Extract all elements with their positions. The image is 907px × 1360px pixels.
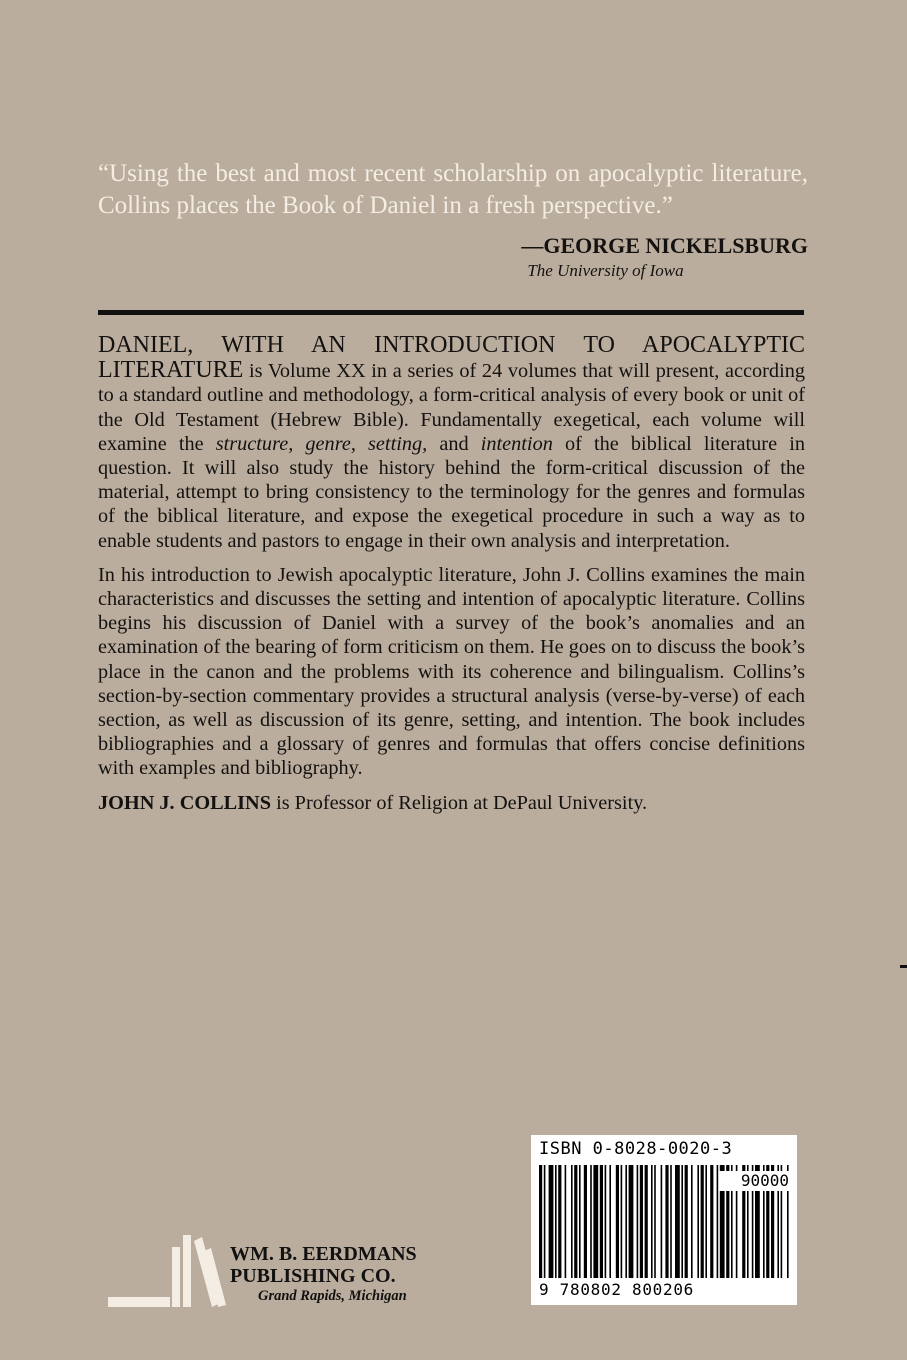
- price-code: 90000: [719, 1171, 789, 1191]
- book-title: DANIEL, WITH AN INTRODUCTION TO APOCALYPTIC LITERATURE: [98, 332, 805, 384]
- description-paragraph-1: DANIEL, WITH AN INTRODUCTION TO APOCALYPTIC LITERATURE is Volume XX in a series of 24 volumes that will present, according to a standard outline and methodology, a form-critical analysis of every book or unit of the Old Testament (Hebrew Bible). Fundamentally exegetical, each volume will examine the structure, genre, setting, and intention of the biblical literature in question. It will also study the history behind the form-critical discussion of the material, attempt to bring consistency to the terminology for the genres and formulas of the biblical literature, and expose the exegetical procedure in such a way as to enable students and pastors to engage in their own analysis and interpretation.: [98, 332, 805, 552]
- description-paragraph-2: In his introduction to Jewish apocalyptic literature, John J. Collins examines the main characteristics and discusses the setting and intention of apocalyptic literature. Collins begins his discussion of Daniel with a survey of the book’s anomalies and an examination of the bearing of form criticism on them. He goes on to discuss the book’s place in the canon and the problems with its coherence and bilingualism. Collins’s section-by-section commentary provides a structural analysis (verse-by-verse) of each section, as well as discussion of its genre, setting, and intention. The book includes bibliographies and a glossary of genres and formulas that offers concise definitions with examples and bibliography.: [98, 563, 805, 780]
- attribution-affiliation: The University of Iowa: [527, 261, 684, 280]
- attribution-name: —GEORGE NICKELSBURG: [521, 233, 808, 258]
- publisher-location: Grand Rapids, Michigan: [258, 1288, 407, 1304]
- edge-mark: [900, 965, 907, 968]
- author-bio: JOHN J. COLLINS is Professor of Religion at DePaul University.: [98, 791, 648, 814]
- ean-number: 9 780802 800206: [539, 1278, 789, 1299]
- quote-attribution: [521, 232, 808, 282]
- isbn-barcode: [531, 1135, 797, 1305]
- publisher-logo: [108, 1225, 228, 1315]
- publisher-name-line1: WM. B. EERDMANS: [230, 1243, 417, 1265]
- horizontal-rule: [98, 310, 804, 315]
- author-name: JOHN J. COLLINS: [98, 791, 271, 814]
- isbn-number: ISBN 0-8028-0020-3: [539, 1139, 733, 1159]
- book-description: [98, 333, 805, 825]
- publisher-name-line2: PUBLISHING CO.: [230, 1265, 396, 1287]
- endorsement-quote: [98, 158, 808, 280]
- publisher-imprint: [230, 1243, 417, 1305]
- quote-text: “Using the best and most recent scholarship on apocalyptic literature, Collins places the Book of Daniel in a fresh perspective.”: [98, 160, 808, 219]
